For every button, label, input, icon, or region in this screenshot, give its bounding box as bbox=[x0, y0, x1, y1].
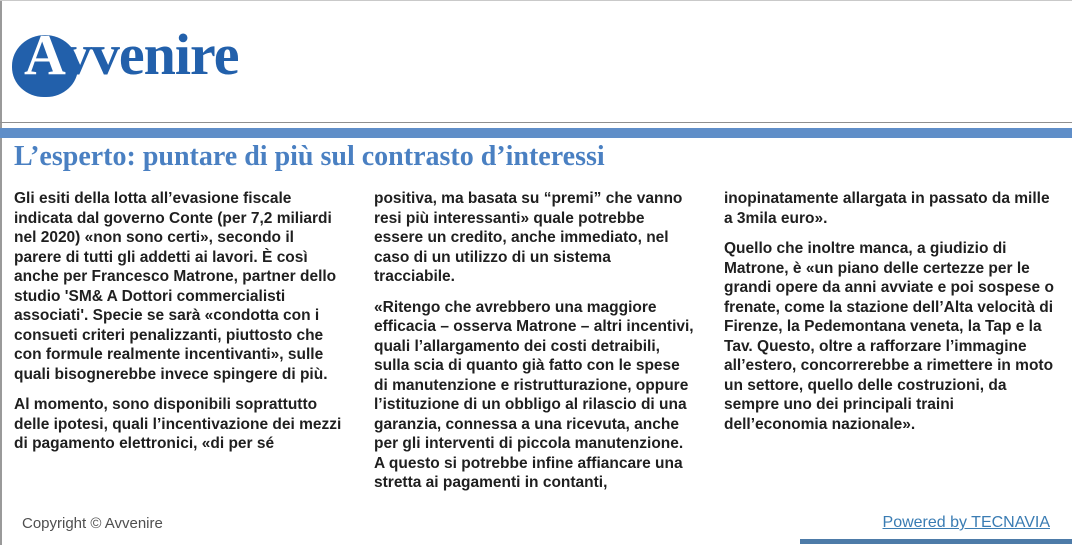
article-column-2 bbox=[374, 189, 694, 504]
article-column-3 bbox=[724, 189, 1058, 504]
article-column-1 bbox=[14, 189, 344, 504]
article-headline: L’esperto: puntare di più sul contrasto d’interessi bbox=[14, 141, 605, 172]
paragraph: Quello che inoltre manca, a giudizio di Matrone, è «un piano delle certezze per le grandi opere da anni avviate e poi sospese o frenate, come la stazione dell’Alta velocità di Firenze, la Pedemontana veneta, la Tap e la Tav. Questo, oltre a rafforzare l’immagine all’estero, concorrerebbe a rimettere in moto un settore, quello delle costruzioni, da sempre uno dei principali traini dell’economia nazionale». bbox=[724, 240, 1054, 433]
top-blue-bar bbox=[0, 128, 1072, 138]
logo-wordmark bbox=[18, 21, 238, 88]
logo-letter-a: A bbox=[24, 22, 65, 87]
article-body bbox=[14, 189, 1058, 504]
paragraph: inopinatamente allargata in passato da mille a 3mila euro». bbox=[724, 190, 1050, 227]
paragraph: positiva, ma basata su “premi” che vanno resi più interessanti» quale potrebbe essere un credito, anche immediato, nel caso di un utilizzo di un sistema tracciabile. bbox=[374, 190, 683, 285]
left-border-line bbox=[0, 1, 2, 545]
paragraph: «Ritengo che avrebbero una maggiore efficacia – osserva Matrone – altri incentivi, quali l’allargamento dei costi detraibili, sulla scia di quanto già fatto con le spese di manutenzione e ristrutturazione, oppure l’istituzione di un obbligo al rilascio di una garanzia, connessa a una ricevuta, anche per gli interventi di piccola manutenzione. A questo si potrebbe infine affiancare una stretta ai pagamenti in contanti, bbox=[374, 298, 694, 491]
header-divider-line bbox=[0, 122, 1072, 123]
bottom-blue-bar bbox=[800, 539, 1072, 544]
paragraph: Al momento, sono disponibili soprattutto delle ipotesi, quali l’incentivazione dei mezzi di pagamento elettronici, «di per sé bbox=[14, 396, 342, 452]
paragraph: Gli esiti della lotta all’evasione fiscale indicata dal governo Conte (per 7,2 miliardi nel 2020) «non sono certi», secondo il parere di tutti gli addetti ai lavori. È così anche per Francesco Matrone, partner dello studio 'SM& A Dottori commercialisti associati'. Specie se sarà «condotta con i consueti criteri penalizzanti, piuttosto che con formule realmente incentivanti», sulle quali bisognerebbe invece spingere di più. bbox=[14, 190, 337, 383]
powered-by-tecnavia-link[interactable]: Powered by TECNAVIA bbox=[882, 514, 1050, 531]
copyright-text: Copyright © Avvenire bbox=[22, 515, 163, 532]
logo-letters-rest: vvenire bbox=[62, 22, 239, 87]
